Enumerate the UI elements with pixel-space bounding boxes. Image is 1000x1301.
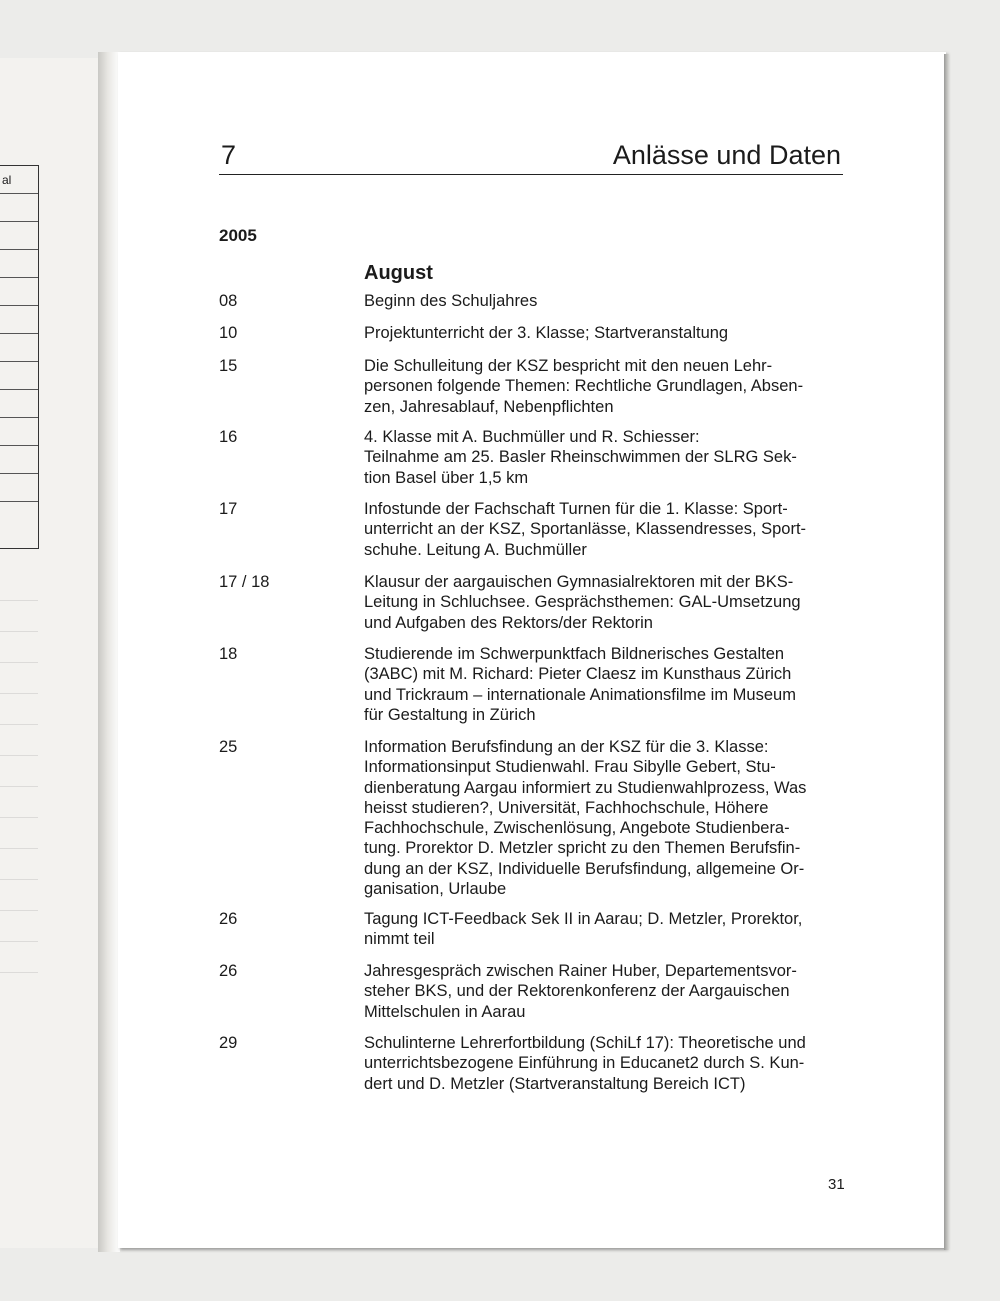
entry-text: Infostunde der Fachschaft Turnen für die 1. Klasse: Sport- unterricht an der KSZ, Sportanlässe, Klassendresses, Sport- schuhe. Leitung A. Buchmüller (364, 500, 807, 559)
left-table-row (0, 278, 38, 306)
left-table-row (0, 306, 38, 334)
left-table-row (0, 474, 38, 502)
entry-date: 29 (219, 1034, 238, 1052)
entry-text: Klausur der aargauischen Gymnasialrektoren mit der BKS- Leitung in Schluchsee. Gesprächsthemen: GAL-Umsetzung und Aufgaben des Rektors/der Rektorin (364, 573, 801, 632)
chapter-number: 7 (221, 140, 237, 170)
month-heading: August (364, 262, 433, 284)
left-table-row (0, 446, 38, 474)
entry-text: Tagung ICT-Feedback Sek II in Aarau; D. Metzler, Prorektor, nimmt teil (364, 910, 803, 949)
entry-date: 15 (219, 357, 238, 375)
left-table-row (0, 222, 38, 250)
chapter-header (219, 140, 843, 175)
page-edge (944, 54, 949, 1250)
left-table-row (0, 502, 38, 530)
entry-text: Beginn des Schuljahres (364, 292, 538, 310)
left-table-row (0, 362, 38, 390)
entry-date: 26 (219, 910, 238, 928)
book-spine (98, 52, 120, 1252)
left-page-table (0, 165, 39, 549)
entry-text: Jahresgespräch zwischen Rainer Huber, Departementsvor- steher BKS, und der Rektorenkonferenz der Aargauischen Mittelschulen in Aarau (364, 962, 797, 1021)
page-number: 31 (828, 1176, 845, 1193)
entry-text: Studierende im Schwerpunktfach Bildnerisches Gestalten (3ABC) mit M. Richard: Pieter Claesz im Kunsthaus Zürich und Trickraum – internationale Animationsfilme im Museum für Gestaltung in Zürich (364, 645, 796, 724)
left-page-ghost-table (0, 570, 38, 970)
left-table-row (0, 250, 38, 278)
entry-date: 17 / 18 (219, 573, 270, 591)
entry-date: 08 (219, 292, 238, 310)
left-table-row (0, 390, 38, 418)
entry-date: 17 (219, 500, 238, 518)
left-table-row (0, 418, 38, 446)
entry-text: Projektunterricht der 3. Klasse; Startveranstaltung (364, 324, 729, 342)
entry-text: Schulinterne Lehrerfortbildung (SchiLf 17): Theoretische und unterrichtsbezogene Einführung in Educanet2 durch S. Kun- dert und D. Metzler (Startveranstaltung Bereich ICT) (364, 1034, 806, 1093)
chapter-title: Anlässe und Daten (612, 140, 841, 170)
entry-date: 16 (219, 428, 238, 446)
entry-text: 4. Klasse mit A. Buchmüller und R. Schiesser: Teilnahme am 25. Basler Rheinschwimmen der SLRG Sek- tion Basel über 1,5 km (364, 428, 797, 487)
entry-date: 26 (219, 962, 238, 980)
left-table-row: al (0, 166, 38, 194)
entry-text: Information Berufsfindung an der KSZ für die 3. Klasse: Informationsinput Studienwahl. Frau Sibylle Gebert, Stu- dienberatung Aargau informiert zu Studienwahlprozess, Was heisst studieren?, Universität, Fachhochschule, Höhere Fachhochschule, Zwischenlösung, Angebote Studienbera- tung. Prorektor D. Metzler spricht zu den Themen Berufsfin- dung an der KSZ, Individuelle Berufsfindung, allgemeine Or- ganisation, Urlaube (364, 738, 807, 899)
entry-date: 18 (219, 645, 238, 663)
entry-text: Die Schulleitung der KSZ bespricht mit den neuen Lehr- personen folgende Themen: Rechtliche Grundlagen, Absen- zen, Jahresablauf, Nebenpflichten (364, 357, 804, 416)
entry-date: 25 (219, 738, 238, 756)
entry-date: 10 (219, 324, 238, 342)
left-table-row (0, 194, 38, 222)
year-heading: 2005 (219, 226, 257, 245)
left-table-row (0, 334, 38, 362)
